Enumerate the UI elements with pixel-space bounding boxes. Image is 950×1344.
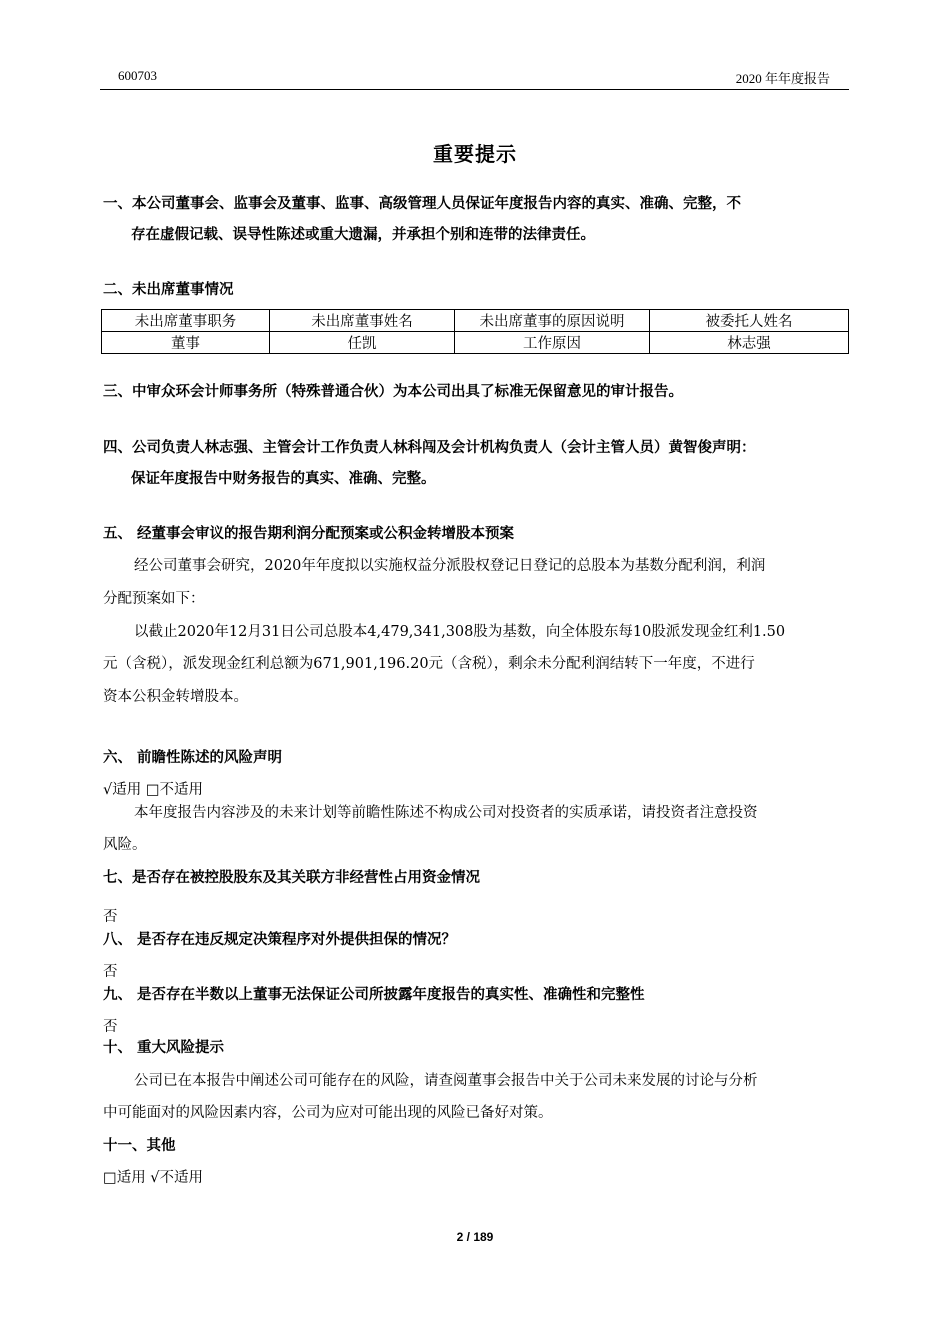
section-8-answer: 否: [103, 964, 118, 980]
section-2-heading: 二、未出席董事情况: [103, 282, 234, 298]
section-9-answer: 否: [103, 1019, 118, 1035]
section-9-heading: 九、 是否存在半数以上董事无法保证公司所披露年度报告的真实性、准确性和完整性: [103, 987, 645, 1003]
section-5-para-2-line-2: 元（含税），派发现金红利总额为671,901,196.20元（含税），剩余未分配利润结转下一年度，不进行: [103, 656, 755, 672]
table-cell: 工作原因: [455, 332, 650, 354]
section-4-line-2: 保证年度报告中财务报告的真实、准确、完整。: [131, 471, 436, 487]
section-6-line-2: 风险。: [103, 837, 147, 853]
section-10-line-2: 中可能面对的风险因素内容，公司为应对可能出现的风险已备好对策。: [103, 1105, 553, 1121]
section-5-para-1-line-1: 经公司董事会研究，2020年年度拟以实施权益分派股权登记日登记的总股本为基数分配利润，利润: [134, 558, 766, 574]
section-7-answer: 否: [103, 909, 118, 925]
section-1-line-1: 一、本公司董事会、监事会及董事、监事、高级管理人员保证年度报告内容的真实、准确、完整，不: [103, 196, 741, 212]
section-4-line-1: 四、公司负责人林志强、主管会计工作负责人林科闯及会计机构负责人（会计主管人员）黄智俊声明：: [103, 440, 756, 456]
table-header-row: [102, 310, 849, 332]
section-11-heading: 十一、其他: [103, 1138, 176, 1154]
table-cell: 林志强: [650, 332, 849, 354]
section-6-heading: 六、 前瞻性陈述的风险声明: [103, 750, 283, 766]
section-8-heading: 八、 是否存在违反规定决策程序对外提供担保的情况？: [103, 932, 457, 948]
header-divider: [100, 89, 849, 90]
section-3: 三、中审众环会计师事务所（特殊普通合伙）为本公司出具了标准无保留意见的审计报告。: [103, 384, 683, 400]
page-title: 重要提示: [433, 142, 517, 166]
section-6-line-1: 本年度报告内容涉及的未来计划等前瞻性陈述不构成公司对投资者的实质承诺，请投资者注意投资: [134, 805, 758, 821]
table-header-cell: 未出席董事姓名: [270, 310, 455, 332]
table-row: [102, 332, 849, 354]
table-header-cell: 被委托人姓名: [650, 310, 849, 332]
page-number: 2 / 189: [456, 1230, 494, 1244]
section-5-para-1-line-2: 分配预案如下：: [103, 591, 205, 607]
header-report-title: 2020 年年度报告: [735, 71, 830, 86]
section-10-line-1: 公司已在本报告中阐述公司可能存在的风险，请查阅董事会报告中关于公司未来发展的讨论与分析: [134, 1073, 758, 1089]
section-5-para-2-line-3: 资本公积金转增股本。: [103, 689, 248, 705]
section-5-heading: 五、 经董事会审议的报告期利润分配预案或公积金转增股本预案: [103, 526, 515, 542]
absent-directors-table: [101, 309, 849, 354]
table-header-cell: 未出席董事的原因说明: [455, 310, 650, 332]
section-7-heading: 七、是否存在被控股股东及其关联方非经营性占用资金情况: [103, 870, 480, 886]
section-5-para-2-line-1: 以截止2020年12月31日公司总股本4,479,341,308股为基数，向全体股东每10股派发现金红利1.50: [134, 624, 786, 640]
table-cell: 董事: [102, 332, 270, 354]
section-6-applicability: √适用 □不适用: [103, 782, 204, 798]
table-cell: 任凯: [270, 332, 455, 354]
section-10-heading: 十、 重大风险提示: [103, 1040, 225, 1056]
section-1-line-2: 存在虚假记载、误导性陈述或重大遗漏，并承担个别和连带的法律责任。: [131, 227, 595, 243]
section-11-applicability: □适用 √不适用: [103, 1170, 204, 1186]
table-header-cell: 未出席董事职务: [102, 310, 270, 332]
header-stock-code: 600703: [118, 68, 157, 83]
